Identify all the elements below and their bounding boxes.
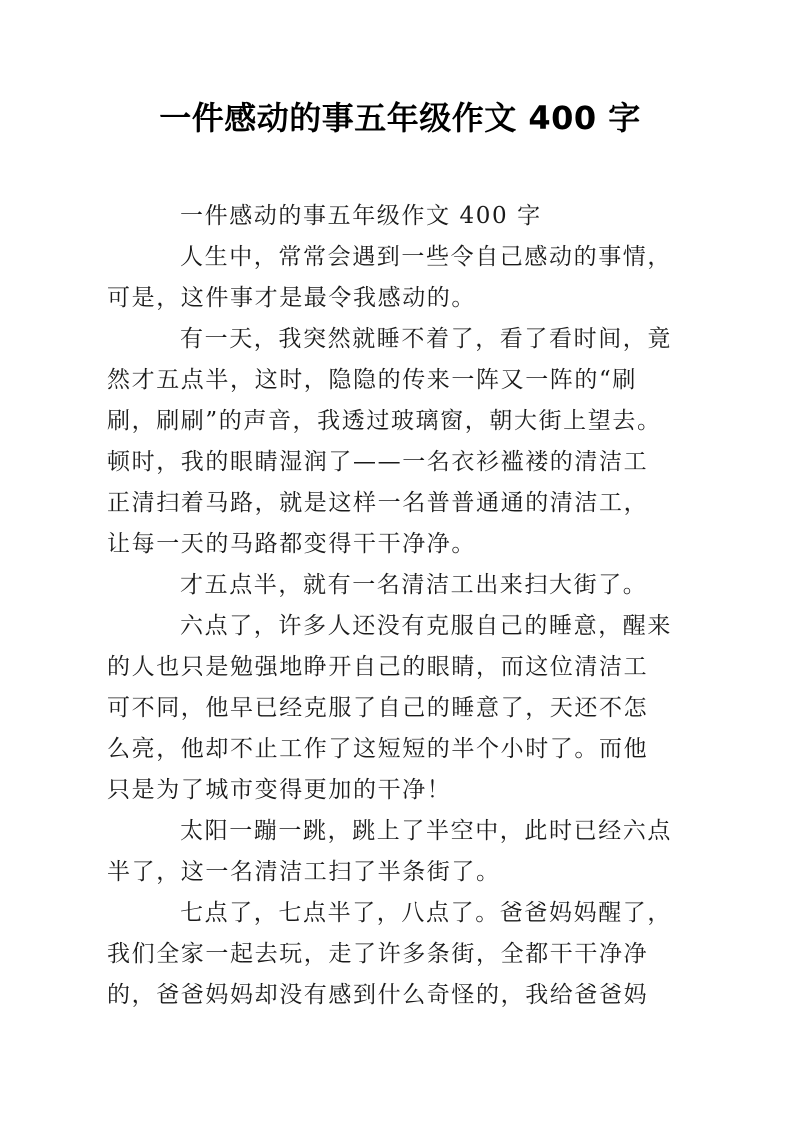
body-line: 么亮，他却不止工作了这短短的半个小时了。而他 <box>107 736 649 762</box>
body-line: 刷，刷刷”的声音，我透过玻璃窗，朝大街上望去。 <box>107 408 662 434</box>
body-line: 然才五点半，这时，隐隐的传来一阵又一阵的“刷 <box>107 367 637 393</box>
document-title: 一件感动的事五年级作文 400 字 <box>159 99 641 137</box>
body-line: 我们全家一起去玩，走了许多条街，全都干干净净 <box>107 941 649 967</box>
body-line: 只是为了城市变得更加的干净！ <box>107 777 452 803</box>
body-line: 可是，这件事才是最令我感动的。 <box>107 285 476 311</box>
body-line: 六点了，许多人还没有克服自己的睡意，醒来 <box>180 613 672 639</box>
body-line: 人生中，常常会遇到一些令自己感动的事情， <box>180 244 672 270</box>
body-line: 有一天，我突然就睡不着了，看了看时间，竟 <box>180 326 672 352</box>
body-line: 才五点半，就有一名清洁工出来扫大街了。 <box>180 572 648 598</box>
body-line: 太阳一蹦一跳，跳上了半空中，此时已经六点 <box>180 818 672 844</box>
body-line: 可不同，他早已经克服了自己的睡意了，天还不怎 <box>107 695 649 721</box>
body-line: 的，爸爸妈妈却没有感到什么奇怪的，我给爸爸妈 <box>107 982 649 1008</box>
document-body <box>107 196 697 1016</box>
body-line: 正清扫着马路，就是这样一名普普通通的清洁工， <box>107 490 649 516</box>
body-line: 让每一天的马路都变得干干净净。 <box>107 531 476 557</box>
body-line: 的人也只是勉强地睁开自己的眼睛，而这位清洁工 <box>107 654 649 680</box>
body-line: 一件感动的事五年级作文 400 字 <box>180 203 542 229</box>
body-line: 顿时，我的眼睛湿润了——一名衣衫褴褛的清洁工 <box>107 449 649 475</box>
body-line: 七点了，七点半了，八点了。爸爸妈妈醒了， <box>180 900 672 926</box>
body-line: 半了，这一名清洁工扫了半条街了。 <box>107 859 501 885</box>
